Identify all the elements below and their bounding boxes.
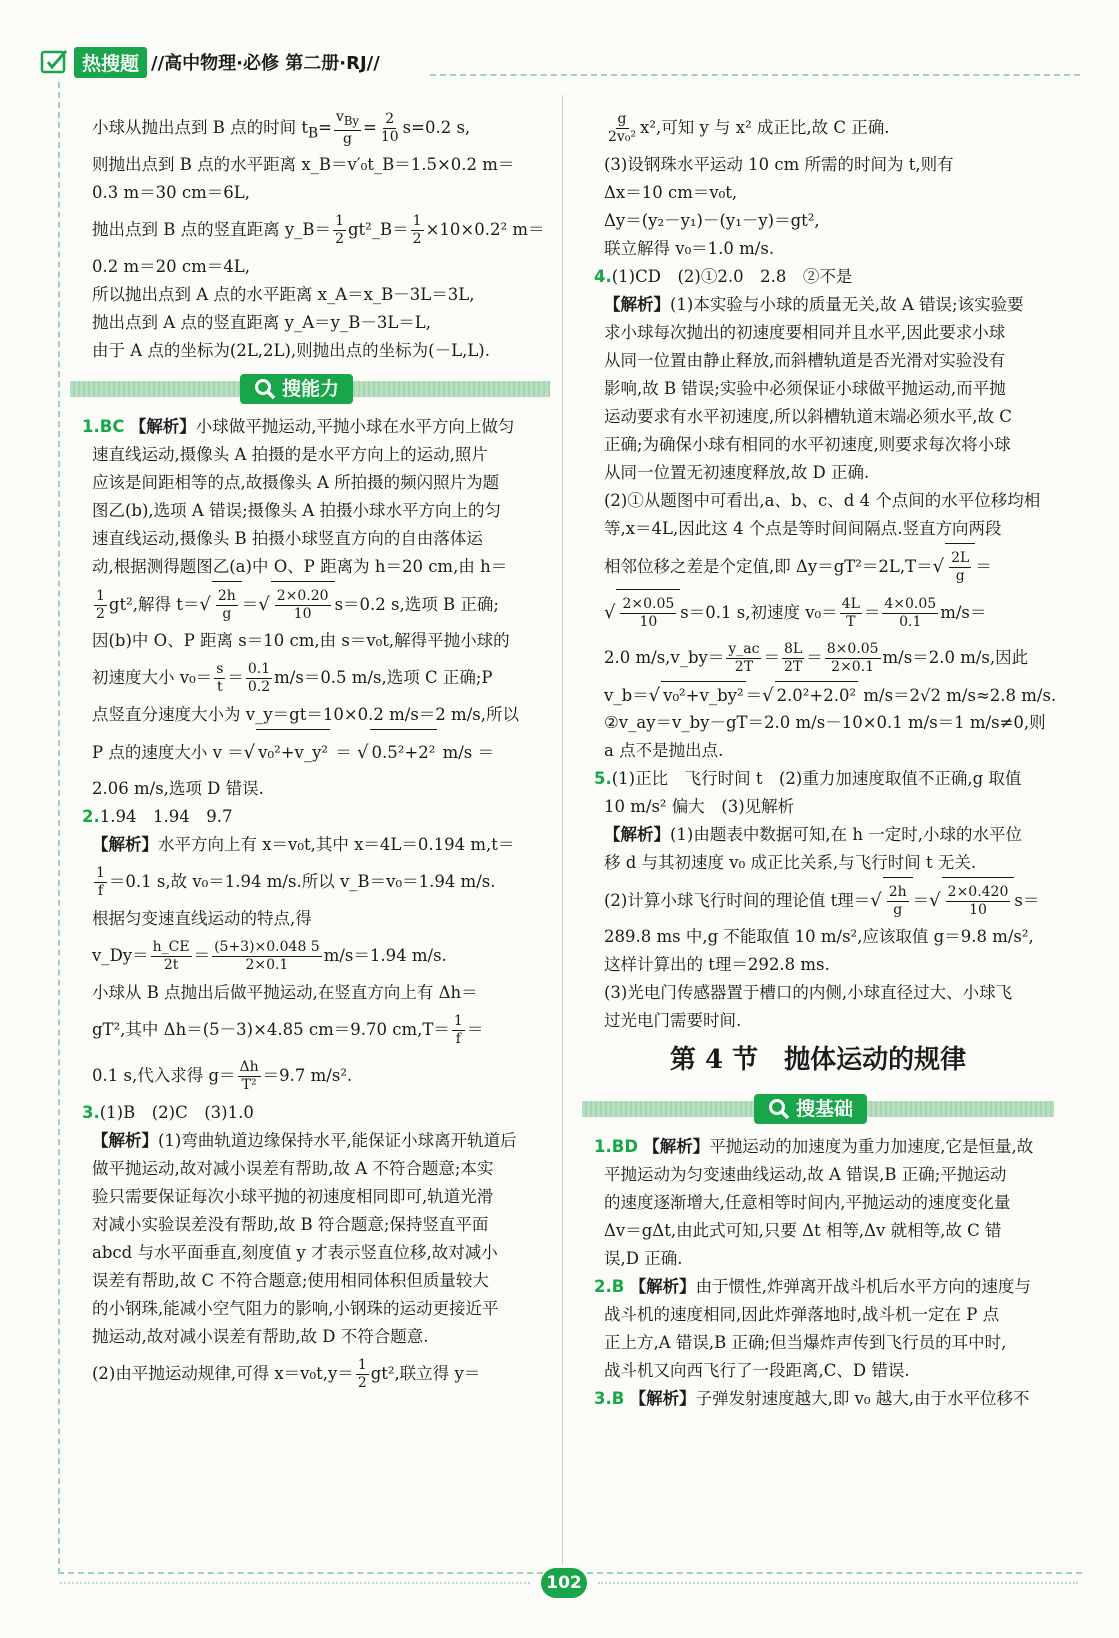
text-line: 做平抛运动,故对减小误差有帮助,故 A 不符合题意;本实: [92, 1159, 494, 1178]
text-line: P 点的速度大小 v ＝√ v₀²+v_y² ＝ √ 0.5²+2² m/s ＝: [70, 729, 550, 775]
text-line: (2)①从题图中可看出,a、b、c、d 4 个点间的水平位移均相: [604, 491, 1041, 510]
text-line: 0.1 s,代入求得 g＝ $\frac{\Delta h}{\text{T²}}$ ＝9.7 m/s².: [92, 1059, 353, 1093]
text-line: 平抛运动为匀变速曲线运动,故 A 错误,B 正确;平抛运动: [604, 1165, 1007, 1184]
text-line: $\frac{1}{f}$ ＝0.1 s,故 v₀＝1.94 m/s.所以 v_B＝v₀＝1.94 m/s.: [96, 865, 496, 899]
answer-line: 3.B 【解析】子弹发射速度越大,即 v₀ 越大,由于水平位移不: [594, 1389, 1030, 1408]
text-line: 【解析】(1)本实验与小球的质量无关,故 A 错误;该实验要: [604, 295, 1024, 314]
answer-line: 1.BC 【解析】小球做平抛运动,平抛小球在水平方向上做匀: [82, 417, 515, 436]
text-line: Δx＝10 cm＝v₀t,: [604, 183, 738, 202]
text-line: 误,D 正确.: [604, 1249, 683, 1268]
text-line: $\frac{1}{2}$ gt²,解得 t＝√ $\frac{2h}{g}$ ＝√ $\frac{2\times 0.20}{10}$ s＝0.2 s,选项 B 正确;: [70, 581, 550, 627]
text-line: 这样计算出的 t理＝292.8 ms.: [604, 955, 830, 974]
text-line: 正确;为确保小球有相同的水平初速度,则要求每次将小球: [604, 435, 1011, 454]
text-line: 【解析】水平方向上有 x＝v₀t,其中 x＝4L＝0.194 m,t＝: [92, 835, 515, 854]
text-line: 点竖直分速度大小为 v_y＝gt＝10×0.2 m/s＝2 m/s,所以: [92, 705, 519, 724]
top-border: [430, 74, 1080, 76]
text-line: 小球从 B 点抛出后做平抛运动,在竖直方向上有 Δh＝: [92, 983, 478, 1002]
text-line: 则抛出点到 B 点的水平距离 x_B＝v′₀t_B＝1.5×0.2 m＝: [92, 155, 515, 174]
answer-line: 3.(1)B (2)C (3)1.0: [82, 1103, 254, 1122]
footer-dots-right: [598, 1582, 1078, 1586]
text-line: 对减小实验误差没有帮助,故 B 符合题意;保持竖直平面: [92, 1215, 489, 1234]
text-line: 等,x＝4L,因此这 4 个点是等时间间隔点.竖直方向两段: [604, 519, 1002, 538]
text-line: 10 m/s² 偏大 (3)见解析: [604, 797, 795, 816]
text-line: 正上方,A 错误,B 正确;但当爆炸声传到飞行员的耳中时,: [604, 1333, 1007, 1352]
search-icon: [254, 378, 276, 400]
text-line: 小球从抛出点到 B 点的时间 $t_B=$ $v_{By}$ g = $\frac{2}{10}$ s=0.2 s,: [92, 109, 471, 147]
text-line: gT²,其中 Δh＝(5－3)×4.85 cm＝9.70 cm,T＝ $\frac{1}{f}$ ＝: [92, 1013, 484, 1047]
text-line: 因(b)中 O、P 距离 s＝10 cm,由 s＝v₀t,解得平抛小球的: [92, 631, 510, 650]
text-line: 从同一位置无初速度释放,故 D 正确.: [604, 463, 870, 482]
text-line: 抛出点到 B 点的竖直距离 y_B＝ $\frac{1}{2}$ gt²_B＝ $\frac{1}{2}$ ×10×0.2² m＝: [92, 213, 545, 247]
text-line: 0.2 m＝20 cm＝4L,: [92, 257, 250, 276]
text-line: (3)光电门传感器置于槽口的内侧,小球直径过大、小球飞: [604, 983, 1013, 1002]
text-line: 联立解得 v₀＝1.0 m/s.: [604, 239, 775, 258]
header-subtitle: //高中物理·必修 第二册·RJ//: [151, 53, 380, 74]
text-line: 验只需要保证每次小球平抛的初速度相同即可,轨道光滑: [92, 1187, 494, 1206]
text-line: 求小球每次抛出的初速度要相同并且水平,因此要求小球: [604, 323, 1006, 342]
answer-line: 2.B 【解析】由于惯性,炸弹离开战斗机后水平方向的速度与: [594, 1277, 1031, 1296]
text-line: 应该是间距相等的点,故摄像头 A 所拍摄的频闪照片为题: [92, 473, 500, 492]
text-line: 移 d 与其初速度 v₀ 成正比关系,与飞行时间 t 无关.: [604, 853, 977, 872]
text-line: v_Dy＝ $\frac{h\_CE}{2t}$ ＝ $\frac{(5+3)\times 0.048 5}{2\times 0.1}$ m/s＝1.94 m/s.: [92, 939, 447, 973]
text-line: ②v_ay＝v_by－gT＝2.0 m/s－10×0.1 m/s＝1 m/s≠0,则: [604, 713, 1046, 732]
text-line: 从同一位置由静止释放,而斜槽轨道是否光滑对实验没有: [604, 351, 1006, 370]
text-line: 抛出点到 A 点的竖直距离 y_A＝y_B－3L＝L,: [92, 313, 431, 332]
text-line: 2.0 m/s,v_by＝ $\frac{y\_ac}{2T}$ ＝ $\frac{8L}{2T}$ ＝ $\frac{8\times 0.05}{2\times 0.1}$ m/s＝2.0 m/s,因此: [604, 641, 1029, 675]
text-line: (3)设钢珠水平运动 10 cm 所需的时间为 t,则有: [604, 155, 954, 174]
text-line: 战斗机的速度相同,因此炸弹落地时,战斗机一定在 P 点: [604, 1305, 1000, 1324]
edit-icon: [40, 48, 70, 76]
answer-line: 5.(1)正比 飞行时间 t (2)重力加速度取值不正确,g 取值: [594, 769, 1022, 788]
header-tag: 热搜题: [74, 47, 147, 78]
column-divider: [562, 95, 563, 1565]
text-line: √ $\frac{2\times 0.05}{10}$ s＝0.1 s,初速度 v₀＝ $\frac{4L}{T}$ ＝ $\frac{4\times 0.05}{0.1}$ m/s＝: [582, 589, 1054, 635]
page-header: [40, 46, 380, 78]
text-line: 速直线运动,摄像头 B 拍摄小球竖直方向的自由落体运: [92, 529, 483, 548]
text-line: 【解析】(1)由题表中数据可知,在 h 一定时,小球的水平位: [604, 825, 1022, 844]
banner-label: 搜能力: [282, 378, 340, 400]
text-line: 由于 A 点的坐标为(2L,2L),则抛出点的坐标为(－L,L).: [92, 341, 490, 360]
banner-basics: [582, 1091, 1054, 1127]
text-line: 图乙(b),选项 A 错误;摄像头 A 拍摄小球水平方向上的匀: [92, 501, 502, 520]
text-line: v_b＝√ v₀²+v_by² ＝√ 2.0²+2.0² m/s＝2√2 m/s≈2.8 m/s.: [582, 681, 1054, 709]
banner-ability: [70, 371, 550, 407]
text-line: 初速度大小 v₀＝ $\frac{s}{t}$ ＝ $\frac{0.1}{0.2}$ m/s＝0.5 m/s,选项 C 正确;P: [92, 661, 493, 695]
text-line: 的速度逐渐增大,任意相等时间内,平抛运动的速度变化量: [604, 1193, 1011, 1212]
right-column: [582, 105, 1057, 1413]
answer-line: 4.(1)CD (2)①2.0 2.8 ②不是: [594, 267, 853, 286]
text-line: 误差有帮助,故 C 不符合题意;使用相同体积但质量较大: [92, 1271, 489, 1290]
text-line: 速直线运动,摄像头 A 拍摄的是水平方向上的运动,照片: [92, 445, 488, 464]
search-icon: [768, 1098, 790, 1120]
answer-line: 1.BD 【解析】平抛运动的加速度为重力加速度,它是恒量,故: [594, 1137, 1034, 1156]
text-line: 2.06 m/s,选项 D 错误.: [92, 779, 264, 798]
left-column: [70, 105, 550, 1397]
page-number: 102: [541, 1568, 587, 1598]
text-line: 【解析】(1)弯曲轨道边缘保持水平,能保证小球离开轨道后: [92, 1131, 517, 1150]
text-line: 所以抛出点到 A 点的水平距离 x_A＝x_B－3L＝3L,: [92, 285, 475, 304]
text-line: a 点不是抛出点.: [604, 741, 724, 760]
text-line: 289.8 ms 中,g 不能取值 10 m/s²,应该取值 g＝9.8 m/s²,: [604, 927, 1034, 946]
section-title: 第 4 节 抛体运动的规律: [669, 1045, 967, 1075]
text-line: 运动要求有水平初速度,所以斜槽轨道末端必须水平,故 C: [604, 407, 1012, 426]
text-line: 0.3 m＝30 cm＝6L,: [92, 183, 250, 202]
text-line: 抛运动,故对减小误差有帮助,故 D 不符合题意.: [92, 1327, 429, 1346]
text-line: 相邻位移之差是个定值,即 Δy＝gT²＝2L,T＝√ $\frac{2L}{g}$ ＝: [582, 543, 1054, 589]
text-line: 的小钢珠,能减小空气阻力的影响,小钢珠的运动更接近平: [92, 1299, 499, 1318]
banner-label: 搜基础: [796, 1098, 854, 1120]
text-line: Δv＝gΔt,由此式可知,只要 Δt 相等,Δv 就相等,故 C 错: [604, 1221, 1002, 1240]
text-line: 战斗机又向西飞行了一段距离,C、D 错误.: [604, 1361, 910, 1380]
text-line: abcd 与水平面垂直,刻度值 y 才表示竖直位移,故对减小: [92, 1243, 498, 1262]
footer-dots-left: [60, 1582, 530, 1586]
text-line: (2)由平抛运动规律,可得 x＝v₀t,y＝ $\frac{1}{2}$ gt²,联立得 y＝: [92, 1357, 481, 1391]
text-line: 动,根据测得题图乙(a)中 O、P 距离为 h＝20 cm,由 h＝: [92, 557, 508, 576]
text-line: 过光电门需要时间.: [604, 1011, 742, 1030]
text-line: 影响,故 B 错误;实验中必须保证小球做平抛运动,而平抛: [604, 379, 1006, 398]
text-line: Δy＝(y₂－y₁)－(y₁－y)＝gt²,: [604, 211, 820, 230]
text-line: $\frac{g}{\text{2v₀²}}$ x²,可知 y 与 x² 成正比,故 C 正确.: [608, 111, 890, 145]
answer-line: 2.1.94 1.94 9.7: [82, 807, 233, 826]
text-line: 根据匀变速直线运动的特点,得: [92, 909, 312, 928]
text-line: (2)计算小球飞行时间的理论值 t理＝√ $\frac{2h}{g}$ ＝√ $\frac{2\times 0.420}{10}$ s＝: [582, 877, 1054, 923]
